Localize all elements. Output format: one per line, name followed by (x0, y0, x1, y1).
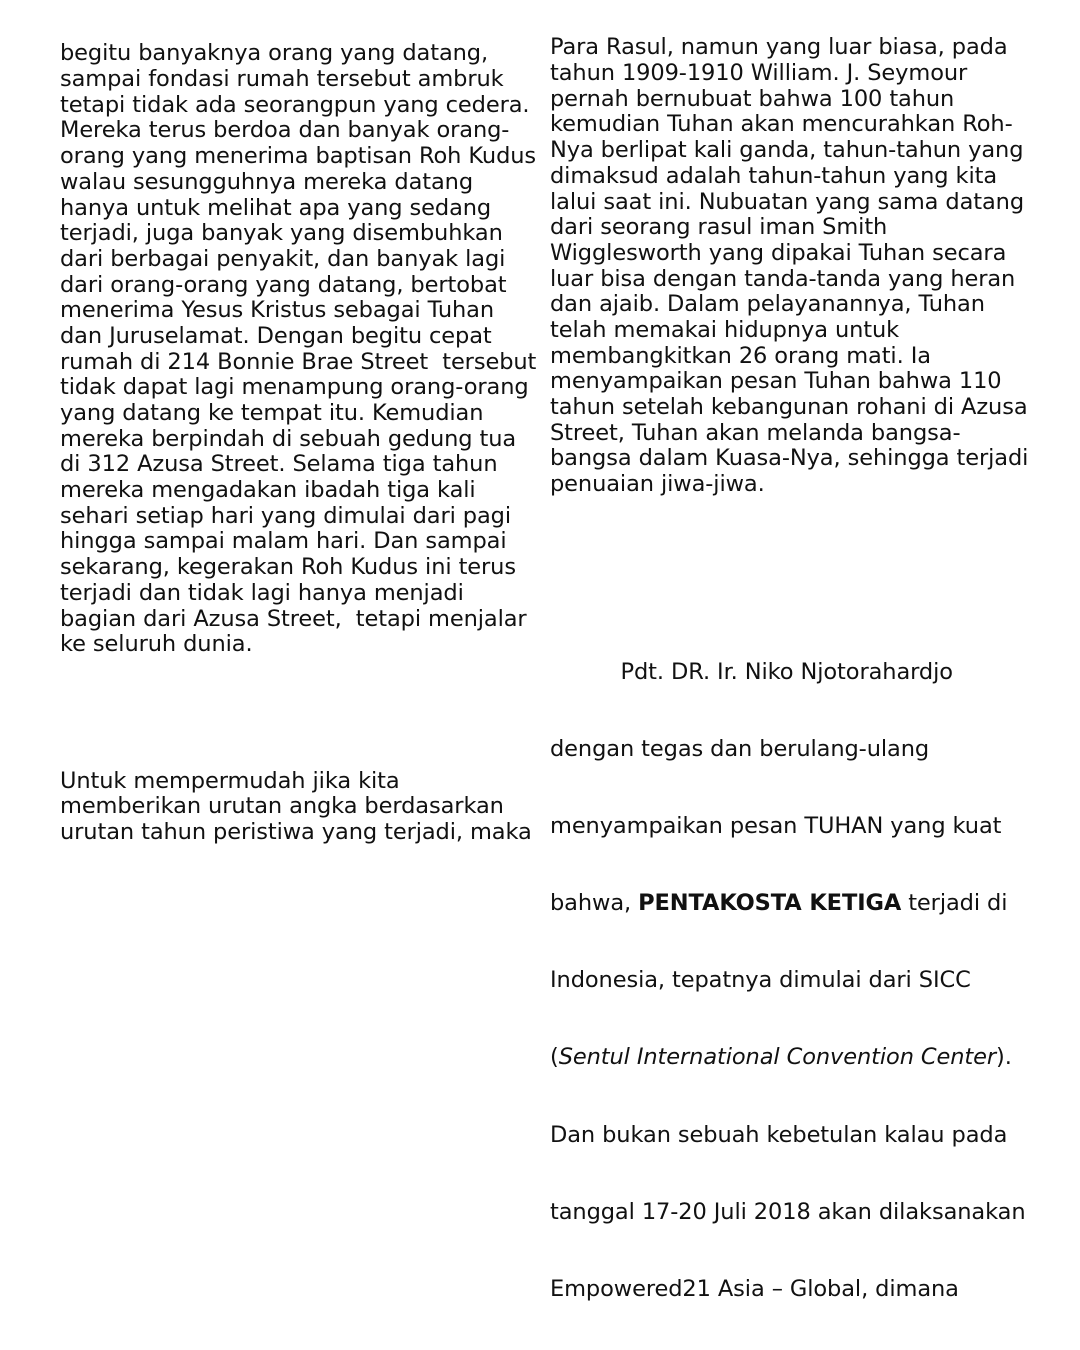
text-line: kemudian Tuhan akan mencurahkan Roh- (550, 111, 1013, 138)
text-line: mereka berpindah di sebuah gedung tua (60, 425, 517, 452)
text-line: dimaksud adalah tahun-tahun yang kita (550, 162, 998, 189)
text-line: walau sesungguhnya mereka datang (60, 168, 474, 195)
text-fragment: terjadi di (901, 890, 1008, 917)
right-column (550, 0, 1050, 1350)
text-line: memberikan urutan angka berdasarkan (60, 793, 504, 820)
text-line: Dan bukan sebuah kebetulan kalau pada (550, 1121, 1008, 1148)
text-line: Mereka terus berdoa dan banyak orang- (60, 117, 510, 144)
text-line: orang yang menerima baptisan Roh Kudus (60, 143, 537, 170)
text-fragment: ( (550, 1044, 559, 1071)
text-line: bagian dari Azusa Street, tetapi menjalar (60, 605, 527, 632)
left-column (60, 0, 537, 871)
text-line: sampai fondasi rumah tersebut ambruk (60, 66, 504, 93)
text-line: sehari setiap hari yang dimulai dari pagi (60, 502, 512, 529)
text-line: di 312 Azusa Street. Selama tiga tahun (60, 451, 498, 478)
paragraph-gap (60, 709, 530, 717)
text-line: menyampaikan pesan TUHAN yang kuat (550, 813, 1002, 840)
text-line: Para Rasul, namun yang luar biasa, pada (550, 34, 1008, 61)
text-line: Street, Tuhan akan melanda bangsa- (550, 419, 961, 446)
text-line: dari berbagai penyakit, dan banyak lagi (60, 245, 506, 272)
bold-emphasis: PENTAKOSTA KETIGA (638, 890, 902, 917)
paragraph-gap (550, 549, 1050, 557)
text-line: bangsa dalam Kuasa-Nya, sehingga terjadi (550, 445, 1029, 472)
text-line: Wigglesworth yang dipakai Tuhan secara (550, 239, 1007, 266)
text-line: yang datang ke tempat itu. Kemudian (60, 400, 484, 427)
text-line: Empowered21 Asia – Global, dimana (550, 1275, 959, 1302)
text-line (550, 1045, 1050, 1071)
text-line: Indonesia, tepatnya dimulai dari SICC (550, 967, 971, 994)
text-fragment: bahwa, (550, 890, 639, 917)
text-line: Pdt. DR. Ir. Niko Njotorahardjo (550, 659, 953, 685)
text-line: membangkitkan 26 orang mati. Ia (550, 342, 931, 369)
left-paragraph-2 (60, 769, 530, 846)
text-line: rumah di 214 Bonnie Brae Street tersebut (60, 348, 537, 375)
text-line: lalui saat ini. Nubuatan yang sama datang (550, 188, 1025, 215)
text-line: tahun setelah kebangunan rohani di Azusa (550, 394, 1028, 421)
text-line: menerima Yesus Kristus sebagai Tuhan (60, 297, 495, 324)
text-line: urutan tahun peristiwa yang terjadi, maka (60, 819, 532, 846)
text-line: dari orang-orang yang datang, bertobat (60, 271, 507, 298)
text-line: Untuk mempermudah jika kita (60, 767, 400, 794)
text-line: luar bisa dengan tanda-tanda yang heran (550, 265, 1016, 292)
text-line: tidak dapat lagi menampung orang-orang (60, 374, 529, 401)
text-line: menyampaikan pesan Tuhan bahwa 110 (550, 368, 1002, 395)
text-line: begitu banyaknya orang yang datang, (60, 40, 489, 67)
text-line: tahun 1909-1910 William. J. Seymour (550, 60, 968, 87)
text-line: sekarang, kegerakan Roh Kudus ini terus (60, 554, 516, 581)
text-line: terjadi dan tidak lagi hanya menjadi (60, 579, 464, 606)
text-line: terjadi, juga banyak yang disembuhkan (60, 220, 503, 247)
text-line: hingga sampai malam hari. Dan sampai (60, 528, 507, 555)
text-line: penuaian jiwa-jiwa. (550, 471, 765, 498)
text-line: mereka mengadakan ibadah tiga kali (60, 477, 476, 504)
right-paragraph-1 (550, 35, 1050, 497)
text-fragment: ). (996, 1044, 1012, 1071)
text-line: dengan tegas dan berulang-ulang (550, 736, 930, 763)
text-line: dan ajaib. Dalam pelayanannya, Tuhan (550, 291, 985, 318)
text-line: ke seluruh dunia. (60, 631, 253, 658)
text-line (550, 891, 1050, 917)
text-line: tetapi tidak ada seorangpun yang cedera. (60, 91, 530, 118)
text-line: dari seorang rasul iman Smith (550, 214, 888, 241)
text-line: Nya berlipat kali ganda, tahun-tahun yang (550, 137, 1024, 164)
text-line: tanggal 17-20 Juli 2018 akan dilaksanakan (550, 1198, 1026, 1225)
italic-venue-name: Sentul International Convention Center (558, 1044, 997, 1071)
text-line: pernah bernubuat bahwa 100 tahun (550, 85, 955, 112)
right-paragraph-2 (550, 609, 1050, 1350)
text-line: telah memakai hidupnya untuk (550, 316, 900, 343)
left-paragraph-1 (60, 40, 537, 658)
text-line: dan Juruselamat. Dengan begitu cepat (60, 322, 492, 349)
text-line: hanya untuk melihat apa yang sedang (60, 194, 492, 221)
